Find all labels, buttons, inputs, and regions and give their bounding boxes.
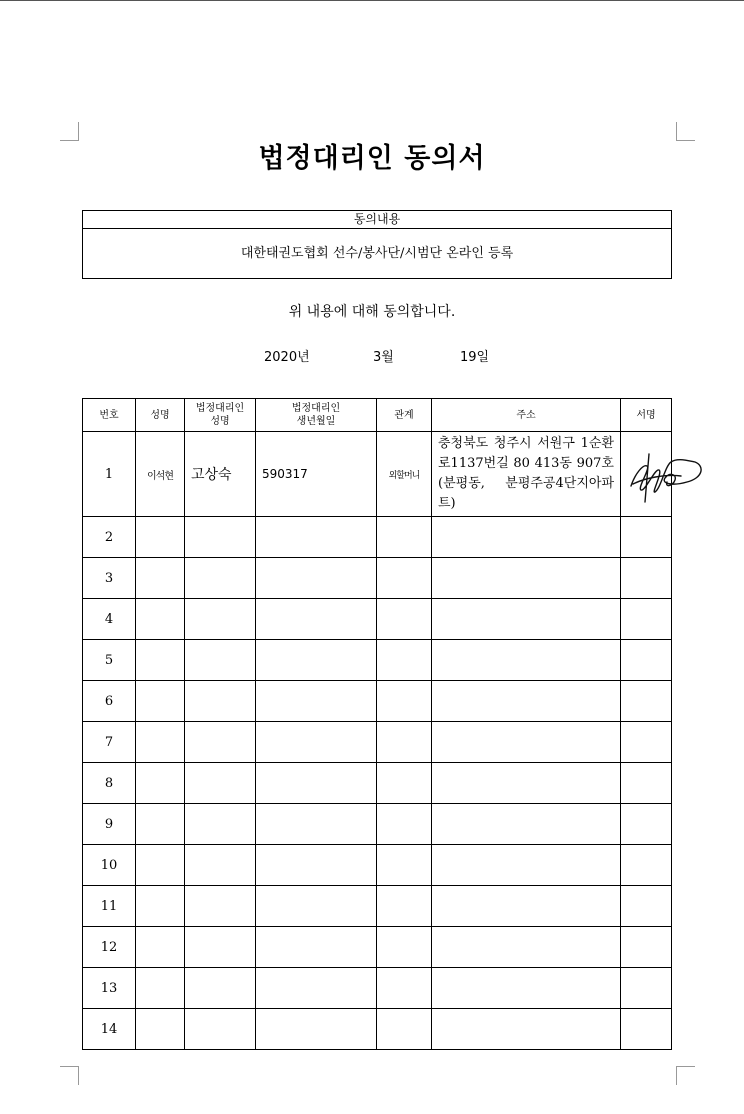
empty-cell [377,681,432,722]
empty-cell [185,640,256,681]
row-number: 5 [83,640,136,681]
header-guardian-name-line1: 법정대리인 [195,403,245,414]
date-day: 19일 [460,350,490,365]
empty-cell [256,763,377,804]
empty-cell [185,681,256,722]
table-row [83,722,672,763]
empty-cell [136,927,185,968]
empty-cell [432,558,621,599]
signature-cell [621,432,672,517]
table-row [83,845,672,886]
empty-cell [377,640,432,681]
empty-cell [136,599,185,640]
empty-cell [621,599,672,640]
header-name: 성명 [136,399,185,432]
empty-cell [377,558,432,599]
empty-cell [256,558,377,599]
empty-cell [185,886,256,927]
empty-cell [377,1009,432,1050]
table-row [83,640,672,681]
empty-cell [256,845,377,886]
table-row [83,804,672,845]
empty-cell [136,681,185,722]
consent-text: 대한태권도협회 선수/봉사단/시범단 온라인 등록 [240,246,514,261]
table-row [83,599,672,640]
empty-cell [377,804,432,845]
guardian-birthdate: 590317 [256,432,377,517]
row-number: 12 [83,927,136,968]
row-number: 14 [83,1009,136,1050]
header-guardian-birth-line2: 생년월일 [296,416,336,427]
empty-cell [185,927,256,968]
empty-cell [621,968,672,1009]
empty-cell [432,517,621,558]
table-row [83,968,672,1009]
empty-cell [185,763,256,804]
consent-header: 동의내용 [83,211,671,229]
table-row [83,886,672,927]
empty-cell [432,763,621,804]
empty-cell [432,722,621,763]
guardian-table [82,398,672,1050]
empty-cell [185,845,256,886]
empty-cell [185,968,256,1009]
empty-cell [256,927,377,968]
empty-cell [377,886,432,927]
row-number: 4 [83,599,136,640]
empty-cell [377,722,432,763]
empty-cell [256,517,377,558]
page-top-border [0,0,744,1]
agreement-statement: 위 내용에 대해 동의합니다. [288,304,456,320]
empty-cell [621,927,672,968]
empty-cell [432,927,621,968]
empty-cell [621,845,672,886]
empty-cell [256,1009,377,1050]
crop-mark-bottom-left [60,1066,79,1085]
header-no: 번호 [83,399,136,432]
empty-cell [256,804,377,845]
row-number: 8 [83,763,136,804]
empty-cell [136,517,185,558]
empty-cell [256,886,377,927]
empty-cell [377,968,432,1009]
relation: 외할머니 [377,432,432,517]
empty-cell [185,517,256,558]
empty-cell [136,886,185,927]
header-guardian-name-line2: 성명 [210,416,230,427]
empty-cell [621,517,672,558]
table-row [83,1009,672,1050]
empty-cell [185,599,256,640]
empty-cell [621,722,672,763]
empty-cell [432,845,621,886]
table-row [83,517,672,558]
empty-cell [136,804,185,845]
empty-cell [256,968,377,1009]
row-number: 3 [83,558,136,599]
header-signature: 서명 [621,399,672,432]
row-number: 10 [83,845,136,886]
empty-cell [621,886,672,927]
date-month: 3월 [373,350,394,365]
empty-cell [377,763,432,804]
table-row [83,927,672,968]
empty-cell [621,558,672,599]
header-address: 주소 [432,399,621,432]
empty-cell [432,968,621,1009]
empty-cell [136,845,185,886]
row-number: 9 [83,804,136,845]
table-row [83,558,672,599]
empty-cell [256,599,377,640]
empty-cell [432,640,621,681]
empty-cell [256,681,377,722]
participant-name: 이석현 [136,432,185,517]
table-row [83,763,672,804]
empty-cell [377,517,432,558]
empty-cell [136,640,185,681]
empty-cell [185,804,256,845]
empty-cell [185,558,256,599]
row-number: 2 [83,517,136,558]
empty-cell [621,1009,672,1050]
row-number: 7 [83,722,136,763]
empty-cell [432,681,621,722]
table-header-row [83,399,672,432]
table-row [83,432,672,517]
empty-cell [432,804,621,845]
consent-box [82,210,672,279]
empty-cell [432,599,621,640]
table-row [83,681,672,722]
date-year: 2020년 [264,350,310,365]
header-relation: 관계 [377,399,432,432]
empty-cell [621,640,672,681]
empty-cell [621,681,672,722]
empty-cell [136,558,185,599]
guardian-name: 고상숙 [185,432,256,517]
empty-cell [136,1009,185,1050]
row-number: 1 [83,432,136,517]
empty-cell [136,968,185,1009]
empty-cell [377,599,432,640]
empty-cell [377,927,432,968]
header-guardian-name [185,399,256,432]
row-number: 13 [83,968,136,1009]
empty-cell [432,886,621,927]
empty-cell [136,722,185,763]
crop-mark-bottom-right [676,1066,695,1085]
header-guardian-birth [256,399,377,432]
empty-cell [256,722,377,763]
row-number: 11 [83,886,136,927]
empty-cell [185,722,256,763]
empty-cell [256,640,377,681]
address: 충청북도 청주시 서원구 1순환로1137번길 80 413동 907호(분평동, 분평주공4단지아파트) [432,432,621,517]
handwritten-signature [625,444,707,506]
empty-cell [621,804,672,845]
row-number: 6 [83,681,136,722]
document-title: 법정대리인 동의서 [258,143,486,174]
empty-cell [136,763,185,804]
empty-cell [185,1009,256,1050]
empty-cell [621,763,672,804]
header-guardian-birth-line1: 법정대리인 [291,403,341,414]
empty-cell [377,845,432,886]
empty-cell [432,1009,621,1050]
